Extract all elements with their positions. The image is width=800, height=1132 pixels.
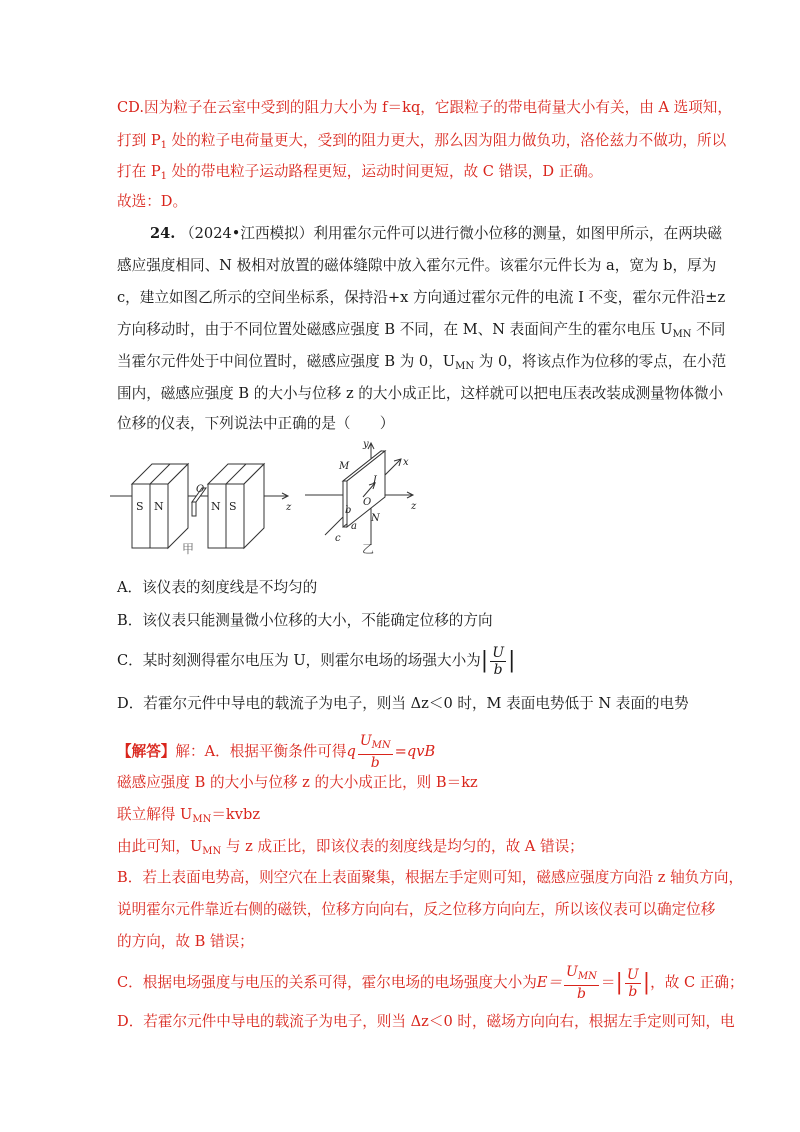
axis-label-y: y — [363, 439, 369, 450]
magnet-label-n-right: N — [211, 500, 221, 513]
option-a: A．该仪表的刻度线是不均匀的 — [117, 579, 318, 596]
figure-yi-caption: 乙 — [362, 542, 375, 556]
answer-line-3: 联立解得 $U_{MN}=kvbz$ — [117, 806, 261, 825]
magnet-label-n-left: N — [154, 500, 164, 513]
choice-line: 故选：D。 — [117, 193, 188, 210]
answer-b-line-1: B．若上表面电势高，则空穴在上表面聚集，根据左手定则可知，磁感应强度方向沿 z 轴负方向， — [117, 869, 744, 886]
answer-b-line-3: 的方向，故 B 错误； — [117, 933, 254, 950]
axis-label-z-yi: z — [411, 501, 417, 512]
figure-jia-magnets — [110, 440, 300, 565]
surface-label-n: N — [371, 513, 380, 524]
answer-a-line: 【解答】解：A．根据平衡条件可得q $\frac{U_{MN}}{b}$ =qvB — [117, 733, 436, 771]
thickness-label-c: c — [335, 533, 341, 544]
option-b: B．该仪表只能测量微小位移的大小，不能确定位移的方向 — [117, 612, 493, 629]
origin-label: O — [196, 484, 205, 495]
question-line-2: 感应强度相同、N 极相对放置的磁体缝隙中放入霍尔元件。该霍尔元件长为 a，宽为 b，厚为 — [117, 257, 717, 274]
current-label-i: I — [373, 475, 377, 486]
length-label-a: a — [351, 521, 357, 532]
width-label-b: b — [345, 505, 352, 516]
solution-cd-line-2: 打到 $P_1$ 处的粒子电荷量更大，受到的阻力更大，那么因为阻力做负功，洛伦兹力不做功，所以 — [117, 132, 727, 151]
question-line-6: 围内，磁感应强度 B 的大小与位移 z 的大小成正比，这样就可以把电压表改装成测量物体微小 — [117, 385, 724, 402]
question-line-7: 位移的仪表，下列说法中正确的是（ ） — [117, 415, 395, 432]
solution-cd-line-1: CD.因为粒子在云室中受到的阻力大小为 f＝kq，它跟粒子的带电荷量大小有关，由 A 选项知， — [117, 99, 733, 116]
option-d: D．若霍尔元件中导电的载流子为电子，则当 Δz＜0 时，M 表面电势低于 N 表面的电势 — [117, 695, 689, 712]
axis-label-x: x — [403, 457, 409, 468]
question-line-4: 方向移动时，由于不同位置处磁感应强度 B 不同，在 M、N 表面间产生的霍尔电压 $U_{MN}$ 不同 — [117, 321, 726, 340]
answer-c-line: C．根据电场强度与电压的关系可得，霍尔电场的电场强度大小为E＝ $\frac{U_{MN}}{b}$ ＝| $\frac{U}{b}$ |，故 C 正确； — [117, 964, 744, 1002]
question-line-5: 当霍尔元件处于中间位置时，磁感应强度 B 为 0，$U_{MN}$ 为 0，将该点作为位移的零点，在小范 — [117, 353, 727, 372]
axis-label-z: z — [286, 502, 292, 513]
answer-line-4: 由此可知，$U_{MN}$ 与 z 成正比，即该仪表的刻度线是均匀的，故 A 错误； — [117, 838, 584, 857]
question-line-1: 24. （2024•江西模拟）利用霍尔元件可以进行微小位移的测量，如图甲所示，在两块磁 — [150, 225, 722, 242]
question-line-3: c，建立如图乙所示的空间坐标系，保持沿+x 方向通过霍尔元件的电流 I 不变，霍尔元件沿±z — [117, 289, 726, 306]
answer-d-line-1: D．若霍尔元件中导电的载流子为电子，则当 Δz＜0 时，磁场方向向右，根据左手定则可知，电 — [117, 1013, 735, 1030]
solution-cd-line-3: 打在 $P_1$ 处的带电粒子运动路程更短，运动时间更短，故 C 错误，D 正确。 — [117, 163, 603, 182]
magnet-label-s-right: S — [229, 500, 237, 513]
answer-line-2: 磁感应强度 B 的大小与位移 z 的大小成正比，则 B＝kz — [117, 774, 478, 791]
magnet-label-s-left: S — [136, 500, 144, 513]
origin-label-yi: O — [363, 497, 372, 508]
surface-label-m: M — [339, 461, 350, 472]
answer-b-line-2: 说明霍尔元件靠近右侧的磁铁，位移方向向右，反之位移方向向左，所以该仪表可以确定位移 — [117, 901, 716, 918]
option-c: C．某时刻测得霍尔电压为 U，则霍尔电场的场强大小为| $\frac{U}{b}$ | — [117, 644, 516, 678]
figure-jia-caption: 甲 — [182, 542, 195, 556]
